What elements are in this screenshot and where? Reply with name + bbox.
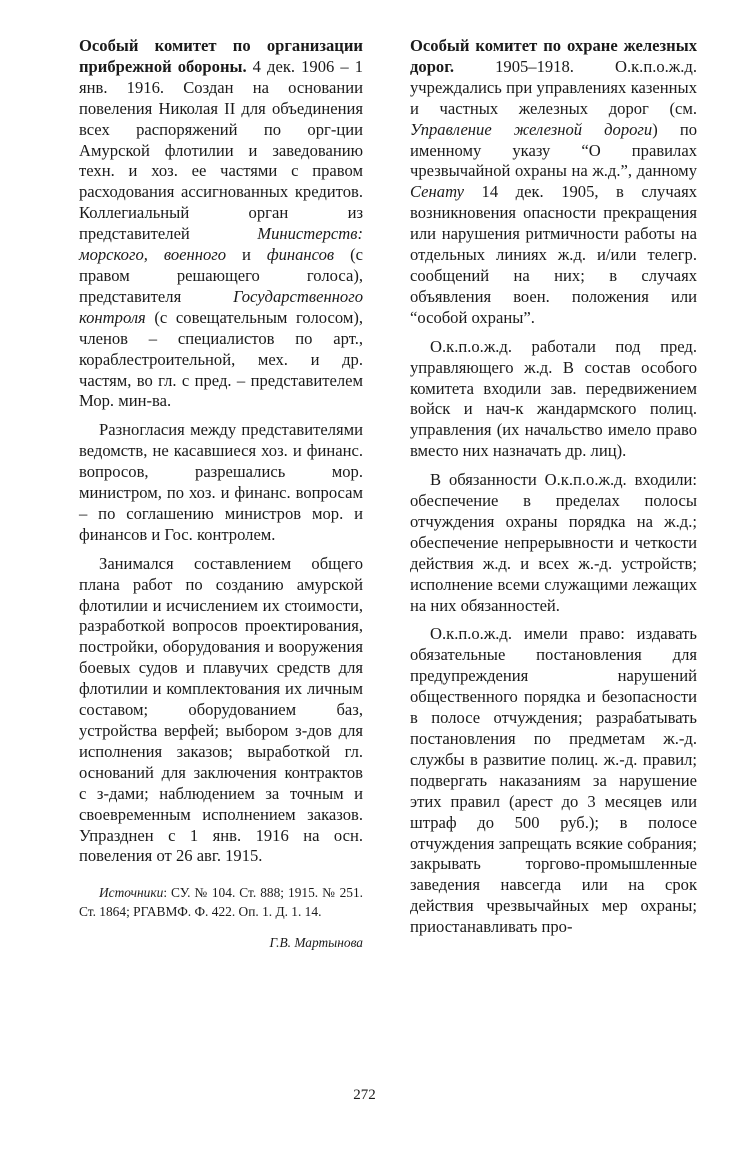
paragraph: Занимался составлением общего плана работ по созданию амурской флотилии и исчислением их стоимости, разработкой вопросов проектирования, постройки, оборудования и вооружения боевых судов и плавучих средств для флотилии и комплектования их личным составом; оборудованием баз, устройства верфей; выбором з-дов для исполнения заказов; выработкой гл. оснований для заключения контрактов с з-дами; наблюдением за точным и своевременным исполнением заказов. Упразднен с 1 янв. 1916 на осн. повеления от 26 авг. 1915. xyxy=(79,553,363,866)
paragraph: Разногласия между представителями ведомств, не касавшиеся хоз. и финанс. вопросов, разрешались мор. министром, по хоз. и финанс. вопросам – по соглашению министров мор. и финансов и Гос. контролем. xyxy=(79,420,363,544)
cross-reference: Министерств: морского, военного xyxy=(79,224,363,265)
cross-reference: Сенату xyxy=(410,182,465,202)
right-column xyxy=(410,36,697,938)
paragraph: В обязанности О.к.п.о.ж.д. входили: обеспечение в пределах полосы отчуждения охраны порядка на ж.д.; обеспечение непрерывности и четкости действия ж.д. и всех ж.-д. устройств; исполнение всеми служащими лежащих на них обязанностей. xyxy=(410,470,697,615)
left-column xyxy=(79,36,363,952)
cross-reference: Государственного контроля xyxy=(79,286,363,327)
cross-reference: Управление железной дороги xyxy=(410,119,653,139)
paragraph: О.к.п.о.ж.д. работали под пред. управляющего ж.д. В состав особого комитета входили зав. передвижением войск и нач-к жандармского полиц. управления (их начальство имело право вместо них назначать др. лиц). xyxy=(410,336,697,461)
entry-title: Особый комитет по организации прибрежной обороны. xyxy=(79,36,363,76)
sources-label: Источники xyxy=(99,885,164,901)
author-signature: Г.В. Мартынова xyxy=(269,935,363,951)
sources: Источники: СУ. № 104. Ст. 888; 1915. № 251. Ст. 1864; РГАВМФ. Ф. 422. Оп. 1. Д. 1. 14. xyxy=(79,885,363,920)
entry-title: Особый комитет по охране железных дорог. xyxy=(410,36,697,76)
cross-reference: финансов xyxy=(266,245,335,265)
entry-railway-protection-intro: Особый комитет по охране железных дорог. 1905–1918. О.к.п.о.ж.д. учреждались при управлениях казенных и частных железных дорог (см. Управление железной дороги) по именному указу “О правилах чрезвычайной охраны на ж.д.”, данному Сенату 14 дек. 1905, в случаях возникновения опасности прекращения или нарушения ритмичности работы на отдельных линиях ж.д. и/или телегр. сообщений на них; в случаях объявления воен. положения или “особой охраны”. xyxy=(410,36,697,327)
entry-coastal-defense-intro: Особый комитет по организации прибрежной обороны. 4 дек. 1906 – 1 янв. 1916. Создан на основании повеления Николая II для объединения всех распоряжений по орг-ции Амурской флотилии и заведованию техн. и хоз. ее частями с правом расходования ассигнованных кредитов. Коллегиальный орган из представителей Министерств: морского, военного и финансов (с правом решающего голоса), представителя Государственного контроля (с совещательным голосом), членов – специалистов по арт., кораблестроительной, мех. и др. частям, во гл. с пред. – представителем Мор. мин-ва. xyxy=(79,36,364,411)
page-number: 272 xyxy=(353,1087,376,1103)
paragraph: О.к.п.о.ж.д. имели право: издавать обязательные постановления для предупреждения нарушений общественного порядка и безопасности в полосе отчуждения; разрабатывать постановления по предметам ж.-д. службы в развитие полиц. ж.-д. правил; подвергать наказаниям за нарушение этих правил (арест до 3 месяцев или штраф до 500 руб.); в полосе отчуждения запрещать всякие собрания; закрывать торгово-промышленные заведения навсегда или на срок действия чрезвычайных мер охраны; приостанавливать про- xyxy=(410,624,697,937)
